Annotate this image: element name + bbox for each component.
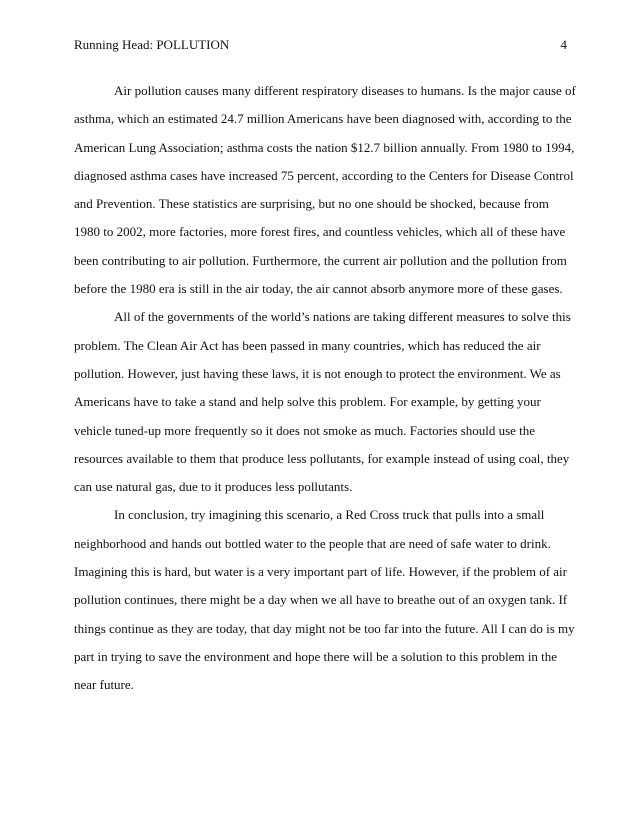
text-line: things continue as they are today, that day might not be too far into the future. All I can do is my [74, 620, 575, 636]
paragraph-2 [74, 303, 574, 501]
text-line: pollution. However, just having these laws, it is not enough to protect the environment. We as [74, 365, 561, 381]
text-line: problem. The Clean Air Act has been passed in many countries, which has reduced the air [74, 337, 541, 353]
body-text [74, 77, 574, 700]
text-line: American Lung Association; asthma costs the nation $12.7 billion annually. From 1980 to 1994, [74, 139, 575, 155]
text-line: can use natural gas, due to it produces less pollutants. [74, 479, 353, 495]
running-head: Running Head: POLLUTION [74, 37, 230, 52]
paragraph-1 [74, 77, 574, 303]
text-line: diagnosed asthma cases have increased 75 percent, according to the Centers for Disease Control [74, 167, 574, 183]
text-line: All of the governments of the world’s nations are taking different measures to solve this [114, 309, 571, 325]
text-line: before the 1980 era is still in the air today, the air cannot absorb anymore more of these gases. [74, 281, 563, 297]
text-line: vehicle tuned-up more frequently so it does not smoke as much. Factories should use the [74, 422, 536, 438]
page-header [74, 35, 567, 55]
text-line: resources available to them that produce less pollutants, for example instead of using coal, they [74, 450, 570, 466]
text-line: and Prevention. These statistics are surprising, but no one should be shocked, because from [74, 196, 549, 212]
text-line: near future. [74, 677, 134, 693]
text-line: 1980 to 2002, more factories, more forest fires, and countless vehicles, which all of these have [74, 224, 566, 240]
text-line: Americans have to take a stand and help solve this problem. For example, by getting your [74, 394, 541, 410]
text-line: In conclusion, try imagining this scenario, a Red Cross truck that pulls into a small [114, 507, 545, 523]
text-line: neighborhood and hands out bottled water to the people that are need of safe water to drink. [74, 535, 551, 551]
text-line: Air pollution causes many different respiratory diseases to humans. Is the major cause of [114, 83, 576, 98]
paragraph-3 [74, 501, 574, 699]
text-line: been contributing to air pollution. Furthermore, the current air pollution and the pollution from [74, 252, 567, 268]
text-line: Imagining this is hard, but water is a very important part of life. However, if the problem of air [74, 564, 567, 580]
text-line: asthma, which an estimated 24.7 million Americans have been diagnosed with, according to the [74, 111, 572, 127]
text-line: pollution continues, there might be a day when we all have to breathe out of an oxygen tank. If [74, 592, 568, 608]
page-number: 4 [560, 37, 567, 52]
text-line: part in trying to save the environment and hope there will be a solution to this problem in the [74, 648, 558, 664]
